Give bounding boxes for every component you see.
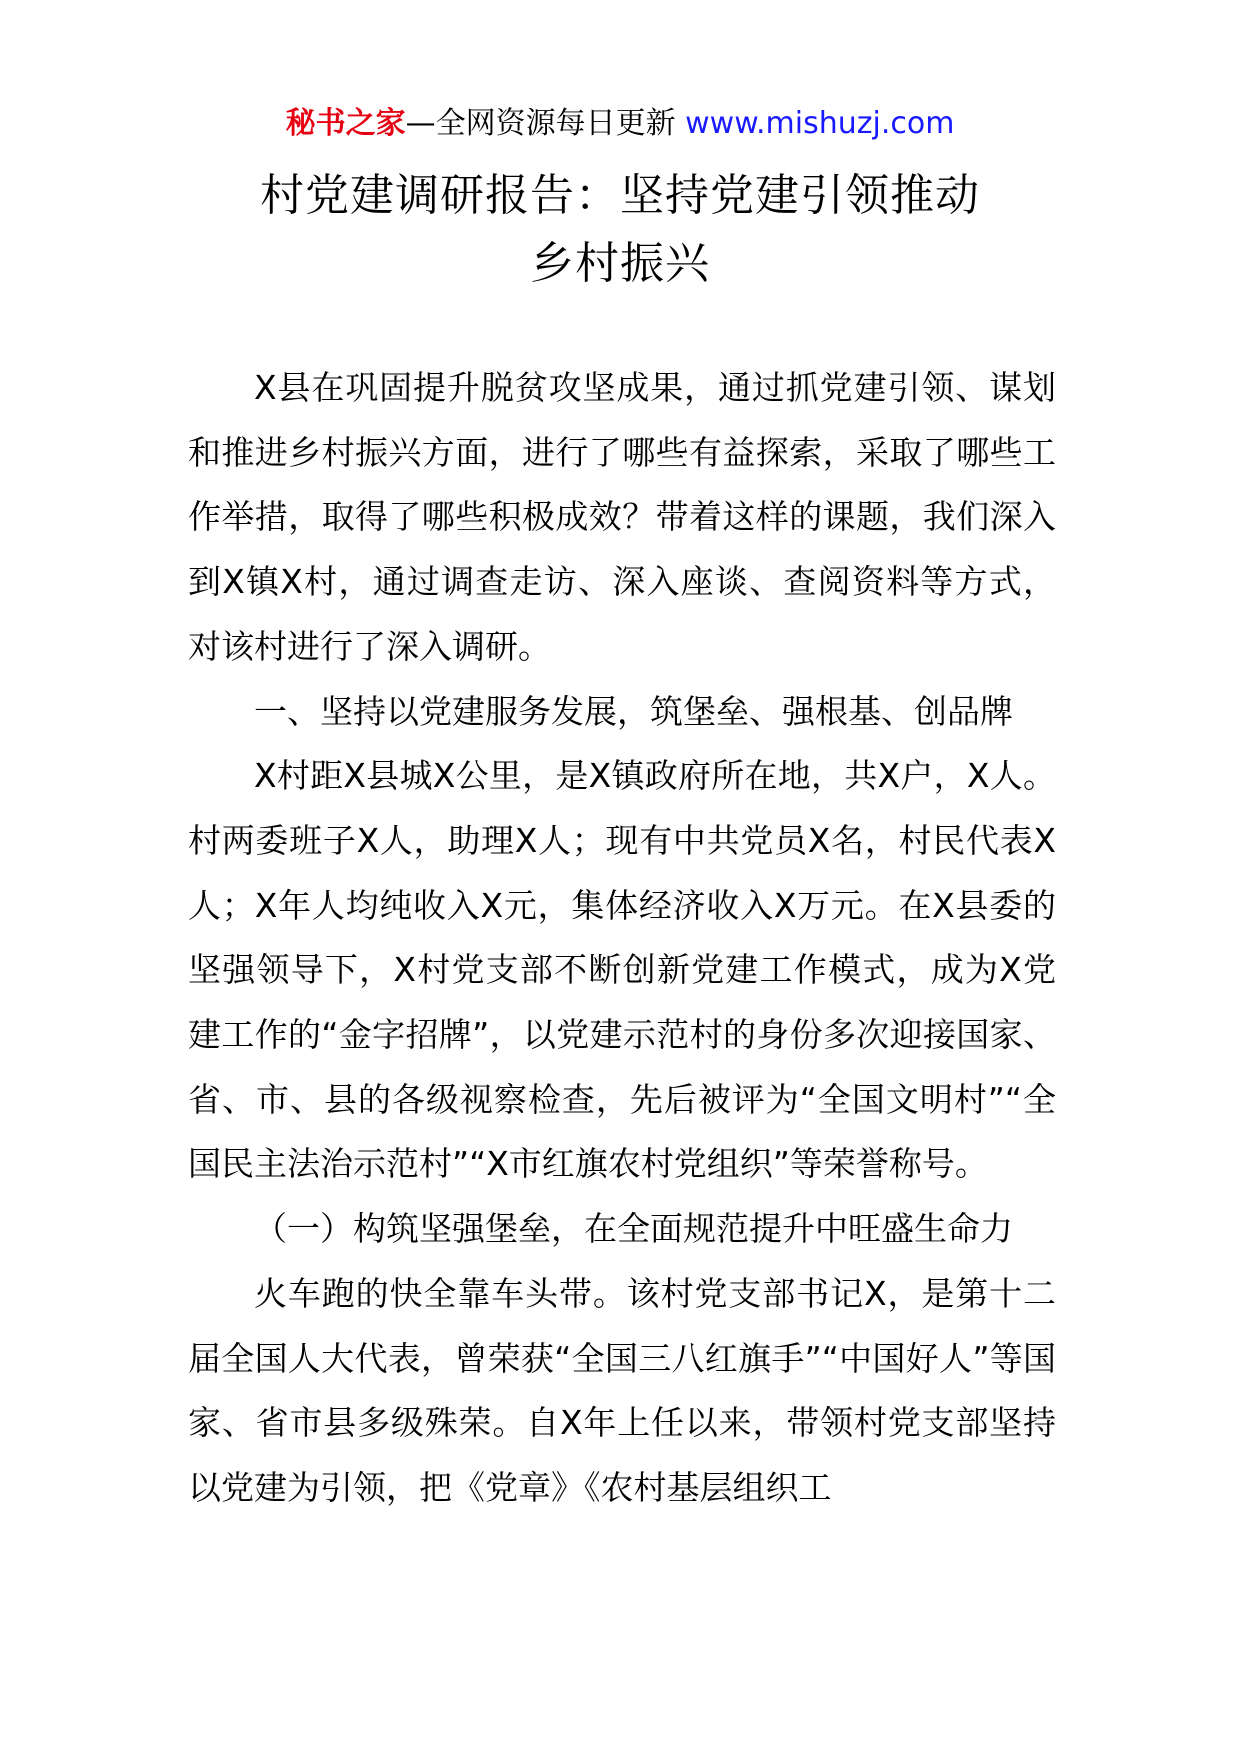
paragraph-party-secretary: 火车跑的快全靠车头带。该村党支部书记X，是第十二届全国人大代表，曾荣获“全国三八红旗手”“中国好人”等国家、省市县多级殊荣。自X年上任以来，带领村党支部坚持以党建为引领，把《党章》《农村基层组织工 (188, 1273, 1056, 1507)
section-heading-1: 一、坚持以党建服务发展，筑堡垒、强根基、创品牌 (254, 691, 1013, 731)
title-line-1: 村党建调研报告：坚持党建引领推动 (260, 170, 980, 221)
site-brand: 秘书之家 (285, 106, 406, 141)
paragraph-intro: X县在巩固提升脱贫攻坚成果，通过抓党建引领、谋划和推进乡村振兴方面，进行了哪些有益探索，采取了哪些工作举措，取得了哪些积极成效？带着这样的课题，我们深入到X镇X村，通过调查走访、深入座谈、查阅资料等方式，对该村进行了深入调研。 (188, 368, 1056, 666)
document-title (0, 162, 1240, 298)
subsection-heading-1: （一）构筑坚强堡垒，在全面规范提升中旺盛生命力 (254, 1209, 1013, 1249)
title-line-2: 乡村振兴 (530, 238, 710, 289)
site-tagline: —全网资源每日更新 (405, 106, 686, 141)
paragraph-village-overview: X村距X县城X公里，是X镇政府所在地，共X户，X人。村两委班子X人，助理X人；现有中共党员X名，村民代表X人；X年人均纯收入X元，集体经济收入X万元。在X县委的坚强领导下，X村党支部不断创新党建工作模式，成为X党建工作的“金字招牌”，以党建示范村的身份多次迎接国家、省、市、县的各级视察检查，先后被评为“全国文明村”“全国民主法治示范村”“X市红旗农村党组织”等荣誉称号。 (188, 756, 1056, 1184)
site-url-link[interactable]: www.mishuzj.com (685, 106, 955, 141)
document-body (188, 356, 1056, 1521)
site-header (0, 104, 1240, 144)
